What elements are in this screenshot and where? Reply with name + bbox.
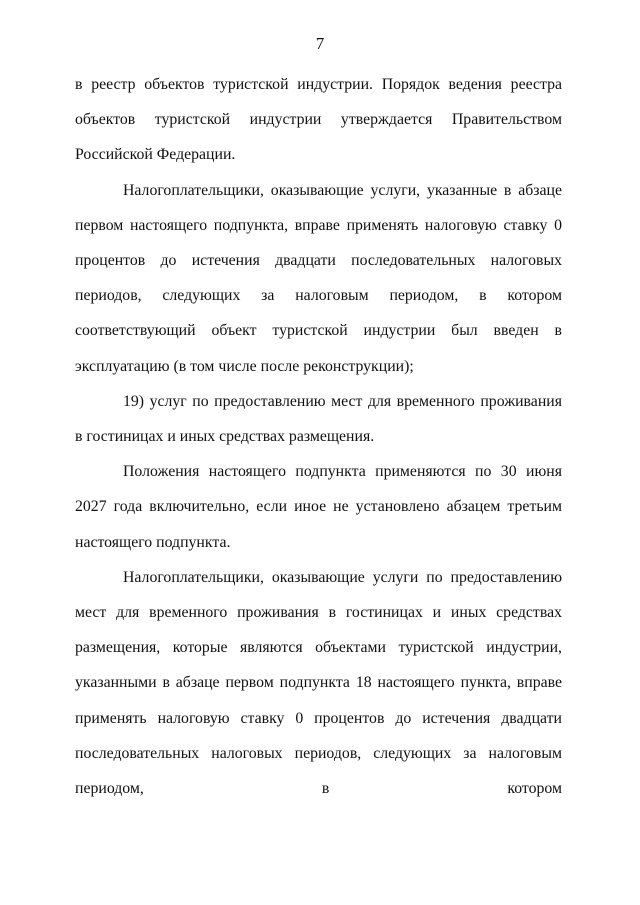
paragraph-taxpayers-tourism: Налогоплательщики, оказывающие услуги, указанные в абзаце первом настоящего подпункта, вправе применять налоговую ставку 0 процентов до истечения двадцати последовательных налоговых периодов, следующих за налоговым периодом, в котором соответствующий объект туристской индустрии был введен в эксплуатацию (в том числе после реконструкции);: [75, 181, 562, 375]
paragraph-item-19: 19) услуг по предоставлению мест для временного проживания в гостиницах и иных средствах размещения.: [75, 392, 562, 446]
paragraph-provisions-term: Положения настоящего подпункта применяются по 30 июня 2027 года включительно, если иное не установлено абзацем третьим настоящего подпункта.: [75, 463, 562, 551]
page-number: 7: [315, 34, 325, 53]
paragraph-registry-continuation: в реестр объектов туристской индустрии. Порядок ведения реестра объектов туристской индустрии утверждается Правительством Российской Федерации.: [75, 76, 562, 164]
document-body: [75, 67, 562, 806]
paragraph-taxpayers-hotels: Налогоплательщики, оказывающие услуги по предоставлению мест для временного проживания в гостиницах и иных средствах размещения, которые являются объектами туристской индустрии, указанными в абзаце первом подпункта 18 настоящего пункта, вправе применять налоговую ставку 0 процентов до истечения двадцати последовательных налоговых периодов, следующих за налоговым периодом, в котором: [75, 568, 562, 798]
